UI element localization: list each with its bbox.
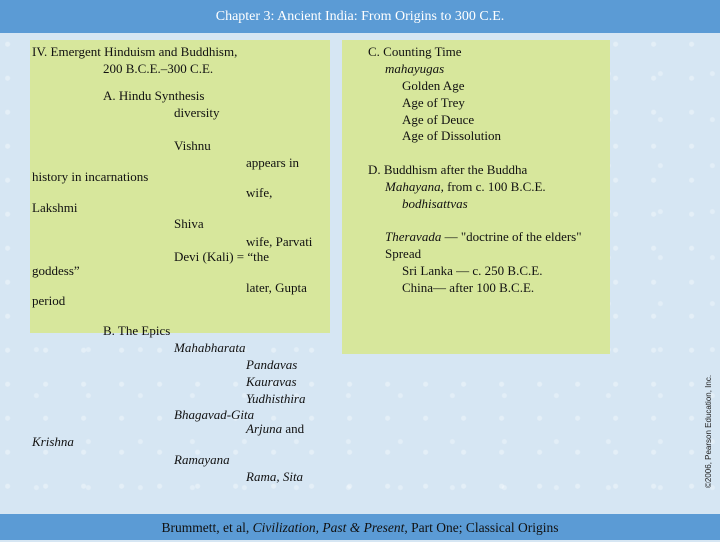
kauravas-text: Kauravas [246,374,297,389]
spread-text: Spread [385,246,422,261]
pandavas-text: Pandavas [246,357,298,372]
ramayana-text: Ramayana [174,452,230,467]
later-gupta-text: later, Gupta [246,280,307,295]
sri-lanka-text: Sri Lanka — c. 250 B.C.E. [402,263,543,278]
mahabharata-text: Mahabharata [174,340,246,355]
vishnu-text: Vishnu [174,138,211,153]
section-d-heading: D. Buddhism after the Buddha [368,162,528,177]
history-incarnations-text: history in incarnations [32,169,149,184]
section-iv-dates: 200 B.C.E.–300 C.E. [103,61,214,76]
citation-book-title: Civilization, Past & Present [252,520,405,535]
mahayana-line [385,178,546,195]
theravada-text: Theravada [385,229,442,244]
arjuna-text: Arjuna [246,421,283,436]
and-text: and [282,421,305,436]
rama-sita-text: Rama, Sita [246,469,304,484]
devi-text: Devi (Kali) = “the [174,249,270,264]
wife-parvati-text: wife, Parvati [246,234,313,249]
shiva-text: Shiva [174,216,204,231]
lakshmi-text: Lakshmi [32,200,78,215]
yudhisthira-text: Yudhisthira [246,391,306,406]
theravada-line [385,228,582,245]
citation-footer [0,514,720,540]
right-content-panel [342,40,610,354]
section-iv-heading: IV. Emergent Hinduism and Buddhism, [32,44,238,59]
arjuna-line [246,420,304,437]
mahayana-date-text: from c. 100 B.C.E. [443,179,546,194]
appears-in-text: appears in [246,155,300,170]
citation-suffix: , Part One; Classical Origins [404,520,559,535]
china-text: China— after 100 B.C.E. [402,280,535,295]
goddess-text: goddess” [32,263,80,278]
period-text: period [32,293,66,308]
copyright-notice: ©2006, Pearson Education, Inc. [704,374,713,488]
section-b-heading: B. The Epics [103,323,171,338]
mahayana-text: Mahayana, [385,179,444,194]
krishna-text: Krishna [32,434,74,449]
bodhisattvas-text: bodhisattvas [402,196,468,211]
slide-title: Chapter 3: Ancient India: From Origins to 300 C.E. [0,0,720,33]
age-of-dissolution-text: Age of Dissolution [402,128,501,143]
age-of-trey-text: Age of Trey [402,95,465,110]
theravada-definition-text: — "doctrine of the elders" [441,229,582,244]
age-of-deuce-text: Age of Deuce [402,112,475,127]
section-a-heading: A. Hindu Synthesis [103,88,205,103]
bhagavad-gita-text: Bhagavad-Gita [174,407,255,422]
wife-text: wife, [246,185,273,200]
citation-prefix: Brummett, et al, [161,520,253,535]
diversity-text: diversity [174,105,220,120]
section-c-heading: C. Counting Time [368,44,462,59]
mahayugas-text: mahayugas [385,61,445,76]
golden-age-text: Golden Age [402,78,465,93]
